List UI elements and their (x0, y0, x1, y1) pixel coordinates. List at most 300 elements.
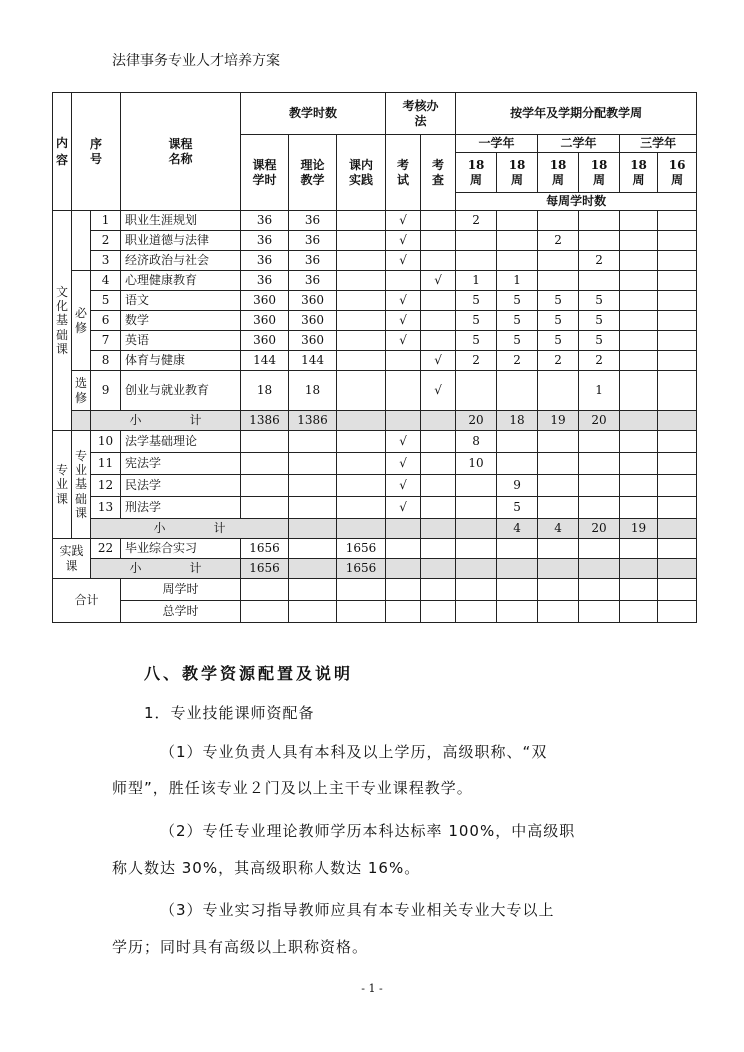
subtotal-row (53, 411, 697, 431)
exam-cell: √ (386, 211, 421, 231)
exam-cell (386, 351, 421, 371)
header-week: 18 周 (497, 153, 538, 193)
theory-cell (289, 559, 337, 579)
seq-cell: 2 (91, 231, 121, 251)
week-hours-cell (658, 311, 697, 331)
week-hours-cell (579, 497, 620, 519)
practice-cell (337, 351, 386, 371)
paragraph: 学历；同时具有高级以上职称资格。 (112, 938, 369, 956)
theory-cell (289, 539, 337, 559)
table-row (53, 231, 697, 251)
header-theory: 理论 教学 (289, 135, 337, 211)
week-hours-cell (620, 411, 658, 431)
theory-cell: 36 (289, 271, 337, 291)
week-hours-cell: 18 (497, 411, 538, 431)
header-week: 18 周 (538, 153, 579, 193)
exam-cell: √ (386, 291, 421, 311)
table-cell (386, 579, 421, 601)
week-hours-cell (456, 251, 497, 271)
table-cell (497, 601, 538, 623)
seq-cell: 22 (91, 539, 121, 559)
table-row (53, 251, 697, 271)
table-cell (658, 601, 697, 623)
header-practice: 课内 实践 (337, 135, 386, 211)
week-hours-cell: 5 (497, 331, 538, 351)
seq-cell: 6 (91, 311, 121, 331)
theory-cell: 1386 (289, 411, 337, 431)
check-cell (421, 431, 456, 453)
exam-cell (386, 559, 421, 579)
course-name-cell: 毕业综合实习 (121, 539, 241, 559)
subtotal-label: 小 计 (91, 559, 241, 579)
week-hours-cell (658, 431, 697, 453)
course-name-cell: 心理健康教育 (121, 271, 241, 291)
table-cell (289, 601, 337, 623)
week-hours-cell: 2 (538, 351, 579, 371)
week-hours-cell (538, 539, 579, 559)
table-cell (620, 579, 658, 601)
hours-cell (241, 453, 289, 475)
exam-cell: √ (386, 431, 421, 453)
table-row (53, 271, 697, 291)
theory-cell (337, 519, 386, 539)
week-hours-cell (620, 559, 658, 579)
table-row (53, 431, 697, 453)
week-hours-cell: 1 (579, 371, 620, 411)
week-hours-cell (456, 231, 497, 251)
seq-cell: 10 (91, 431, 121, 453)
week-hours-cell (497, 211, 538, 231)
check-cell (421, 211, 456, 231)
theory-cell (289, 475, 337, 497)
week-hours-cell (658, 411, 697, 431)
week-hours-cell: 2 (579, 251, 620, 271)
header-week: 18 周 (456, 153, 497, 193)
total-label: 周学时 (121, 579, 241, 601)
table-cell (386, 601, 421, 623)
subtotal-row (53, 559, 697, 579)
week-hours-cell: 9 (497, 475, 538, 497)
week-hours-cell: 20 (456, 411, 497, 431)
header-seq: 序 号 (72, 93, 121, 211)
week-hours-cell (658, 351, 697, 371)
practice-cell (337, 311, 386, 331)
week-hours-cell (620, 311, 658, 331)
seq-cell: 13 (91, 497, 121, 519)
theory-cell (289, 431, 337, 453)
week-hours-cell (658, 539, 697, 559)
paragraph: 1．专业技能课师资配备 (144, 704, 315, 722)
group-required: 必 修 (72, 271, 91, 371)
table-row (53, 475, 697, 497)
week-hours-cell (658, 371, 697, 411)
hours-cell: 144 (241, 351, 289, 371)
week-hours-cell (620, 497, 658, 519)
week-hours-cell: 2 (456, 351, 497, 371)
seq-cell: 11 (91, 453, 121, 475)
exam-cell (386, 271, 421, 291)
seq-cell: 3 (91, 251, 121, 271)
week-hours-cell (658, 291, 697, 311)
seq-cell: 7 (91, 331, 121, 351)
check-cell: √ (421, 371, 456, 411)
week-hours-cell (497, 371, 538, 411)
week-hours-cell (620, 371, 658, 411)
week-hours-cell (579, 231, 620, 251)
week-hours-cell (538, 453, 579, 475)
week-hours-cell (658, 211, 697, 231)
seq-cell: 9 (91, 371, 121, 411)
week-hours-cell: 5 (456, 331, 497, 351)
subtotal-row (53, 519, 697, 539)
header-assessment: 考核办 法 (386, 93, 456, 135)
week-hours-cell: 5 (579, 311, 620, 331)
theory-cell: 36 (289, 251, 337, 271)
practice-cell (337, 411, 386, 431)
exam-cell (386, 539, 421, 559)
table-row (53, 497, 697, 519)
check-cell: √ (421, 271, 456, 291)
exam-cell: √ (386, 497, 421, 519)
practice-cell (337, 475, 386, 497)
hours-cell: 36 (241, 211, 289, 231)
week-hours-cell (497, 431, 538, 453)
paragraph: （2）专任专业理论教师学历本科达标率 100%，中高级职 (160, 822, 576, 840)
week-hours-cell (456, 559, 497, 579)
week-hours-cell (538, 431, 579, 453)
header-course-name: 课程 名称 (121, 93, 241, 211)
week-hours-cell (658, 331, 697, 351)
week-hours-cell (620, 431, 658, 453)
subtotal-label: 小 计 (91, 411, 241, 431)
table-cell (241, 601, 289, 623)
theory-cell: 360 (289, 311, 337, 331)
hours-cell (289, 519, 337, 539)
week-hours-cell: 20 (579, 519, 620, 539)
week-hours-cell (538, 475, 579, 497)
section-title: 八、教学资源配置及说明 (144, 664, 354, 683)
practice-cell (386, 519, 421, 539)
week-hours-cell (658, 475, 697, 497)
seq-cell: 5 (91, 291, 121, 311)
practice-cell: 1656 (337, 559, 386, 579)
week-hours-cell: 20 (579, 411, 620, 431)
week-hours-cell (579, 271, 620, 291)
table-row (53, 453, 697, 475)
week-hours-cell (579, 559, 620, 579)
paragraph: （3）专业实习指导教师应具有本专业相关专业大专以上 (160, 901, 555, 919)
week-hours-cell (620, 453, 658, 475)
week-hours-cell (456, 475, 497, 497)
week-hours-cell (538, 271, 579, 291)
exam-cell: √ (386, 251, 421, 271)
hours-cell: 360 (241, 311, 289, 331)
week-hours-cell (658, 231, 697, 251)
hours-cell: 1386 (241, 411, 289, 431)
table-row (53, 291, 697, 311)
theory-cell (289, 453, 337, 475)
course-name-cell: 刑法学 (121, 497, 241, 519)
header-teaching-hours: 教学时数 (241, 93, 386, 135)
seq-cell: 4 (91, 271, 121, 291)
hours-cell: 360 (241, 331, 289, 351)
practice-cell (337, 291, 386, 311)
check-cell (456, 519, 497, 539)
exam-cell: √ (386, 331, 421, 351)
week-hours-cell (456, 371, 497, 411)
course-name-cell: 职业道德与法律 (121, 231, 241, 251)
exam-cell (386, 371, 421, 411)
week-hours-cell (579, 453, 620, 475)
table-row (53, 539, 697, 559)
hours-cell (241, 475, 289, 497)
practice-cell (337, 431, 386, 453)
exam-cell: √ (386, 475, 421, 497)
exam-cell: √ (386, 311, 421, 331)
week-hours-cell (497, 453, 538, 475)
check-cell (421, 251, 456, 271)
week-hours-cell: 5 (497, 497, 538, 519)
week-hours-cell (538, 371, 579, 411)
week-hours-cell: 5 (579, 291, 620, 311)
week-hours-cell: 19 (620, 519, 658, 539)
hours-cell: 1656 (241, 539, 289, 559)
group-elective: 选 修 (72, 371, 91, 411)
table-cell (538, 601, 579, 623)
course-name-cell: 经济政治与社会 (121, 251, 241, 271)
week-hours-cell (456, 539, 497, 559)
week-hours-cell: 2 (579, 351, 620, 371)
practice-cell: 1656 (337, 539, 386, 559)
week-hours-cell (658, 271, 697, 291)
total-row (53, 579, 697, 601)
week-hours-cell (497, 559, 538, 579)
exam-cell: √ (386, 231, 421, 251)
table-row (53, 371, 697, 411)
table-cell (456, 579, 497, 601)
week-hours-cell (579, 431, 620, 453)
total-row (53, 601, 697, 623)
table-cell (658, 579, 697, 601)
header-exam: 考 试 (386, 135, 421, 211)
course-name-cell: 数学 (121, 311, 241, 331)
header-course-hours: 课程 学时 (241, 135, 289, 211)
week-hours-cell (620, 251, 658, 271)
course-name-cell: 宪法学 (121, 453, 241, 475)
check-cell (421, 497, 456, 519)
week-hours-cell (658, 559, 697, 579)
table-row (53, 331, 697, 351)
header-content: 内 容 (53, 93, 72, 211)
check-cell (421, 411, 456, 431)
paragraph: （1）专业负责人具有本科及以上学历，高级职称、“双 (160, 743, 548, 761)
table-row (53, 211, 697, 231)
group-practice: 实践 课 (53, 539, 91, 579)
week-hours-cell: 5 (497, 291, 538, 311)
theory-cell: 36 (289, 211, 337, 231)
practice-cell (337, 231, 386, 251)
practice-cell (337, 211, 386, 231)
week-hours-cell: 1 (456, 271, 497, 291)
theory-cell: 360 (289, 331, 337, 351)
week-hours-cell (658, 497, 697, 519)
header-week: 16 周 (658, 153, 697, 193)
table-cell (337, 601, 386, 623)
theory-cell: 144 (289, 351, 337, 371)
week-hours-cell (658, 251, 697, 271)
theory-cell (289, 497, 337, 519)
week-hours-cell (620, 539, 658, 559)
week-hours-cell (620, 351, 658, 371)
table-cell (241, 579, 289, 601)
week-hours-cell: 1 (497, 271, 538, 291)
week-hours-cell: 10 (456, 453, 497, 475)
exam-cell (421, 519, 456, 539)
week-hours-cell: 5 (538, 331, 579, 351)
table-cell (538, 579, 579, 601)
check-cell (421, 559, 456, 579)
course-name-cell: 体育与健康 (121, 351, 241, 371)
check-cell (421, 291, 456, 311)
week-hours-cell (579, 211, 620, 231)
week-hours-cell (579, 475, 620, 497)
hours-cell: 18 (241, 371, 289, 411)
week-hours-cell: 5 (538, 311, 579, 331)
curriculum-table (52, 92, 697, 623)
course-name-cell: 民法学 (121, 475, 241, 497)
week-hours-cell (579, 539, 620, 559)
group-culture: 文 化 基 础 课 (53, 211, 72, 431)
practice-cell (337, 271, 386, 291)
hours-cell (241, 497, 289, 519)
week-hours-cell (620, 211, 658, 231)
document-header: 法律事务专业人才培养方案 (112, 53, 280, 69)
paragraph: 师型”，胜任该专业２门及以上主干专业课程教学。 (112, 779, 473, 797)
week-hours-cell (620, 331, 658, 351)
week-hours-cell: 19 (538, 411, 579, 431)
theory-cell: 360 (289, 291, 337, 311)
paragraph: 称人数达 30%，其高级职称人数达 16%。 (112, 859, 421, 877)
exam-cell: √ (386, 453, 421, 475)
group-professional: 专 业 课 (53, 431, 72, 539)
week-hours-cell: 4 (497, 519, 538, 539)
week-hours-cell: 5 (497, 311, 538, 331)
table-cell (456, 601, 497, 623)
table-cell (620, 601, 658, 623)
week-hours-cell (456, 497, 497, 519)
week-hours-cell (538, 559, 579, 579)
table-cell (579, 601, 620, 623)
practice-cell (337, 251, 386, 271)
hours-cell: 36 (241, 231, 289, 251)
group-blank (72, 211, 91, 271)
header-weekly-hours: 每周学时数 (456, 193, 697, 211)
practice-cell (337, 371, 386, 411)
week-hours-cell (658, 453, 697, 475)
check-cell (421, 475, 456, 497)
course-name-cell: 职业生涯规划 (121, 211, 241, 231)
week-hours-cell (538, 251, 579, 271)
header-year3: 三学年 (620, 135, 697, 153)
check-cell (421, 453, 456, 475)
week-hours-cell (497, 539, 538, 559)
check-cell (421, 231, 456, 251)
group-prof-basic: 专 业 基 础 课 (72, 431, 91, 539)
week-hours-cell (538, 497, 579, 519)
week-hours-cell: 2 (497, 351, 538, 371)
check-cell (421, 539, 456, 559)
table-cell (421, 579, 456, 601)
course-name-cell: 英语 (121, 331, 241, 351)
week-hours-cell: 5 (538, 291, 579, 311)
table-cell (421, 601, 456, 623)
table-row (53, 311, 697, 331)
practice-cell (337, 331, 386, 351)
week-hours-cell (620, 231, 658, 251)
week-hours-cell: 2 (538, 231, 579, 251)
theory-cell: 18 (289, 371, 337, 411)
week-hours-cell (620, 271, 658, 291)
check-cell (421, 331, 456, 351)
week-hours-cell: 5 (456, 311, 497, 331)
practice-cell (337, 497, 386, 519)
course-name-cell: 语文 (121, 291, 241, 311)
table-cell (337, 579, 386, 601)
group-total: 合计 (53, 579, 121, 623)
week-hours-cell (538, 211, 579, 231)
subtotal-label: 小 计 (91, 519, 289, 539)
header-week: 18 周 (620, 153, 658, 193)
check-cell (421, 311, 456, 331)
exam-cell (386, 411, 421, 431)
page-number: - 1 - (361, 982, 383, 995)
hours-cell (241, 431, 289, 453)
header-year1: 一学年 (456, 135, 538, 153)
total-label: 总学时 (121, 601, 241, 623)
week-hours-cell (497, 251, 538, 271)
hours-cell: 360 (241, 291, 289, 311)
header-year2: 二学年 (538, 135, 620, 153)
week-hours-cell (620, 475, 658, 497)
header-distribution: 按学年及学期分配教学周 (456, 93, 697, 135)
course-name-cell: 创业与就业教育 (121, 371, 241, 411)
week-hours-cell (497, 231, 538, 251)
table-cell (497, 579, 538, 601)
table-cell (289, 579, 337, 601)
seq-cell: 1 (91, 211, 121, 231)
week-hours-cell: 5 (579, 331, 620, 351)
week-hours-cell (620, 291, 658, 311)
hours-cell: 1656 (241, 559, 289, 579)
week-hours-cell: 8 (456, 431, 497, 453)
table-row (53, 351, 697, 371)
group-blank (72, 411, 91, 431)
hours-cell: 36 (241, 251, 289, 271)
check-cell: √ (421, 351, 456, 371)
course-name-cell: 法学基础理论 (121, 431, 241, 453)
hours-cell: 36 (241, 271, 289, 291)
theory-cell: 36 (289, 231, 337, 251)
seq-cell: 8 (91, 351, 121, 371)
practice-cell (337, 453, 386, 475)
week-hours-cell: 2 (456, 211, 497, 231)
week-hours-cell: 4 (538, 519, 579, 539)
week-hours-cell (658, 519, 697, 539)
header-week: 18 周 (579, 153, 620, 193)
seq-cell: 12 (91, 475, 121, 497)
header-check: 考 查 (421, 135, 456, 211)
table-cell (579, 579, 620, 601)
